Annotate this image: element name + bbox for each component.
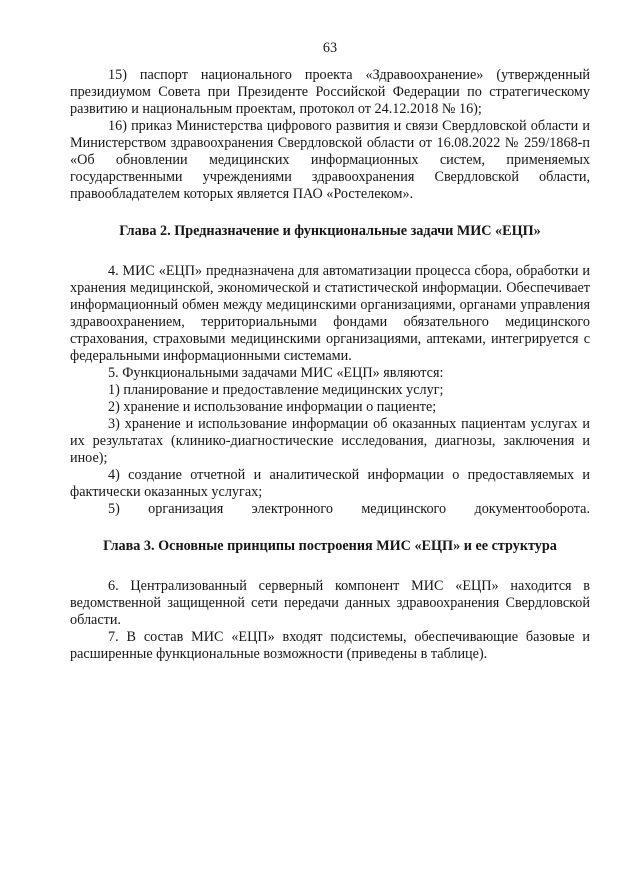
task-item-3: 3) хранение и использование информации об оказанных пациентам услугах и их результатах (клинико-диагностические исследования, диагнозы, заключения и иное); — [70, 416, 590, 466]
paragraph-6: 6. Централизованный серверный компонент МИС «ЕЦП» находится в ведомственной защищенной сети передачи данных здравоохранения Свердловской области. — [70, 578, 590, 628]
task-item-5: 5) организация электронного медицинского документооборота. — [108, 501, 590, 517]
task-item-4: 4) создание отчетной и аналитической информации о предоставляемых и фактически оказанных услугах; — [70, 467, 590, 500]
page-number: 63 — [322, 40, 338, 56]
paragraph-4: 4. МИС «ЕЦП» предназначена для автоматизации процесса сбора, обработки и хранения медицинской, экономической и статистической информации. Обеспечивает информационный обмен между медицинскими организациями, органами управления здравоохранением, территориальными фондами обязательного медицинского страхования, страховыми медицинскими организациями, аптеками, интегрируется с федеральными информационными системами. — [70, 263, 590, 364]
paragraph-5: 5. Функциональными задачами МИС «ЕЦП» являются: — [108, 365, 444, 381]
task-item-2: 2) хранение и использование информации о пациенте; — [108, 399, 437, 415]
paragraph-7: 7. В состав МИС «ЕЦП» входят подсистемы, обеспечивающие базовые и расширенные функциональные возможности (приведены в таблице). — [70, 629, 590, 662]
paragraph-item-15: 15) паспорт национального проекта «Здравоохранение» (утвержденный президиумом Совета при Президенте Российской Федерации по стратегическому развитию и национальным проектам, протокол от 24.12.2018 № 16); — [70, 67, 590, 117]
chapter-2-heading: Глава 2. Предназначение и функциональные задачи МИС «ЕЦП» — [119, 223, 541, 239]
task-item-1: 1) планирование и предоставление медицинских услуг; — [108, 382, 444, 398]
chapter-3-heading: Глава 3. Основные принципы построения МИС «ЕЦП» и ее структура — [103, 538, 557, 554]
paragraph-item-16: 16) приказ Министерства цифрового развития и связи Свердловской области и Министерством здравоохранения Свердловской области от 16.08.2022 № 259/1868-п «Об обновлении медицинских информационных систем, применяемых государственными учреждениями здравоохранения Свердловской области, правообладателем которых является ПАО «Ростелеком». — [70, 118, 590, 202]
